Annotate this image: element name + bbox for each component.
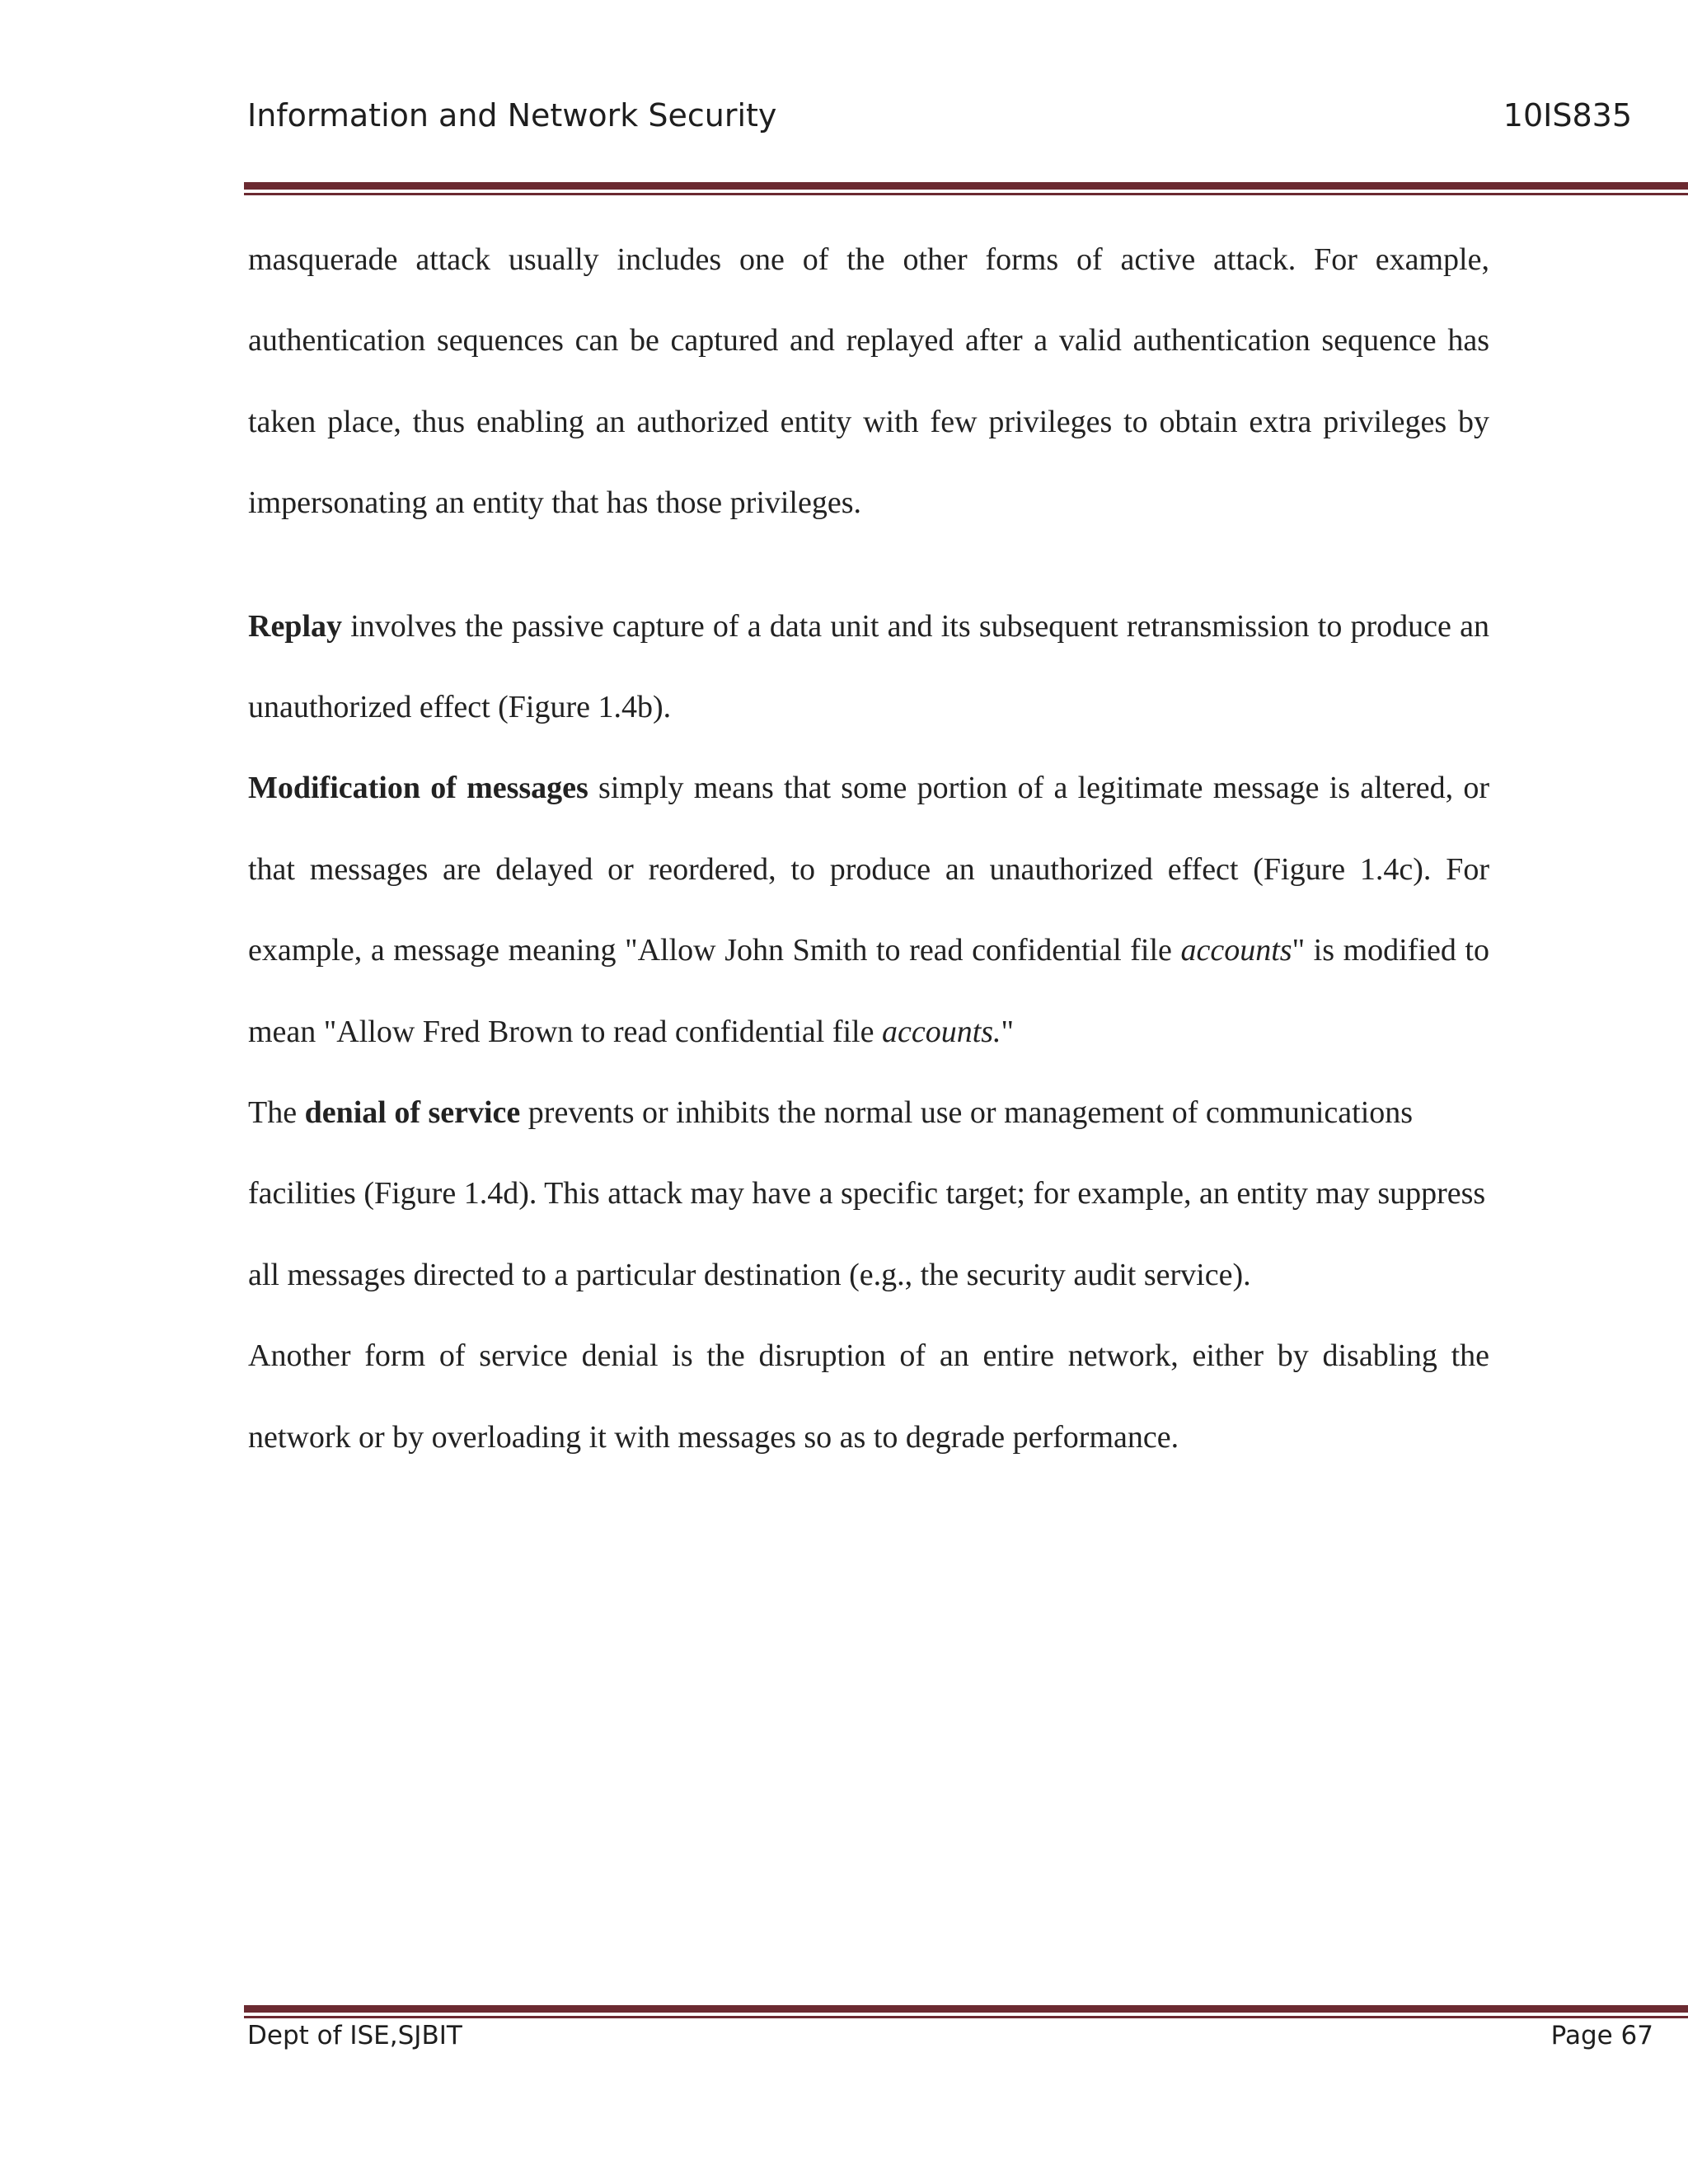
modification-text-2: " is modified to mean "Allow Fred Brown to read confidential file bbox=[248, 933, 1489, 1049]
denial-term: denial of service bbox=[304, 1095, 521, 1131]
paragraph-replay bbox=[248, 586, 1489, 748]
page-footer bbox=[247, 2021, 1653, 2062]
denial-text: prevents or inhibits the normal use or management of communications facilities (Figure 1.4d). This attack may have a specific target; for example, an entity may suppress all messages directed to a particular destination (e.g., the security audit service). bbox=[248, 1095, 1486, 1292]
footer-rule-thin bbox=[244, 2016, 1688, 2018]
replay-text: involves the passive capture of a data unit and its subsequent retransmission to produce an unauthorized effect (Figure 1.4b). bbox=[248, 608, 1489, 725]
page-body bbox=[248, 219, 1489, 1478]
page-number: Page 67 bbox=[1550, 2021, 1653, 2050]
replay-term: Replay bbox=[248, 608, 342, 644]
denial-lead: The bbox=[248, 1095, 305, 1131]
modification-text-1: simply means that some portion of a legitimate message is altered, or that messages are delayed or reordered, to produce an unauthorized effect (Figure 1.4c). For example, a message meaning "Allow John Smith to read confidential file bbox=[248, 771, 1489, 968]
header-rule-thin bbox=[244, 193, 1688, 195]
modification-text-3: " bbox=[1001, 1014, 1015, 1049]
paragraph-another bbox=[248, 1315, 1489, 1478]
department-label: Dept of ISE,SJBIT bbox=[247, 2021, 462, 2050]
paragraph-denial bbox=[248, 1072, 1489, 1315]
footer-rule-thick bbox=[244, 2005, 1688, 2013]
modification-italic-2: accounts. bbox=[881, 1014, 1001, 1049]
masquerade-text: masquerade attack usually includes one of the other forms of active attack. For example, authentication sequences can be captured and replayed after a valid authentication sequence has taken place, thus enabling an authorized entity with few privileges to obtain extra privileges by impersonating an entity that has those privileges. bbox=[248, 242, 1489, 521]
course-code: 10IS835 bbox=[1503, 97, 1632, 134]
paragraph-masquerade bbox=[248, 219, 1489, 544]
another-text: Another form of service denial is the disruption of an entire network, either by disabling the network or by overloading it with messages so as to degrade performance. bbox=[248, 1338, 1489, 1455]
page-header bbox=[247, 97, 1632, 147]
document-title: Information and Network Security bbox=[247, 97, 777, 134]
modification-italic-1: accounts bbox=[1180, 933, 1292, 968]
header-rule-thick bbox=[244, 182, 1688, 190]
modification-term: Modification of messages bbox=[248, 771, 588, 806]
paragraph-modification bbox=[248, 748, 1489, 1072]
